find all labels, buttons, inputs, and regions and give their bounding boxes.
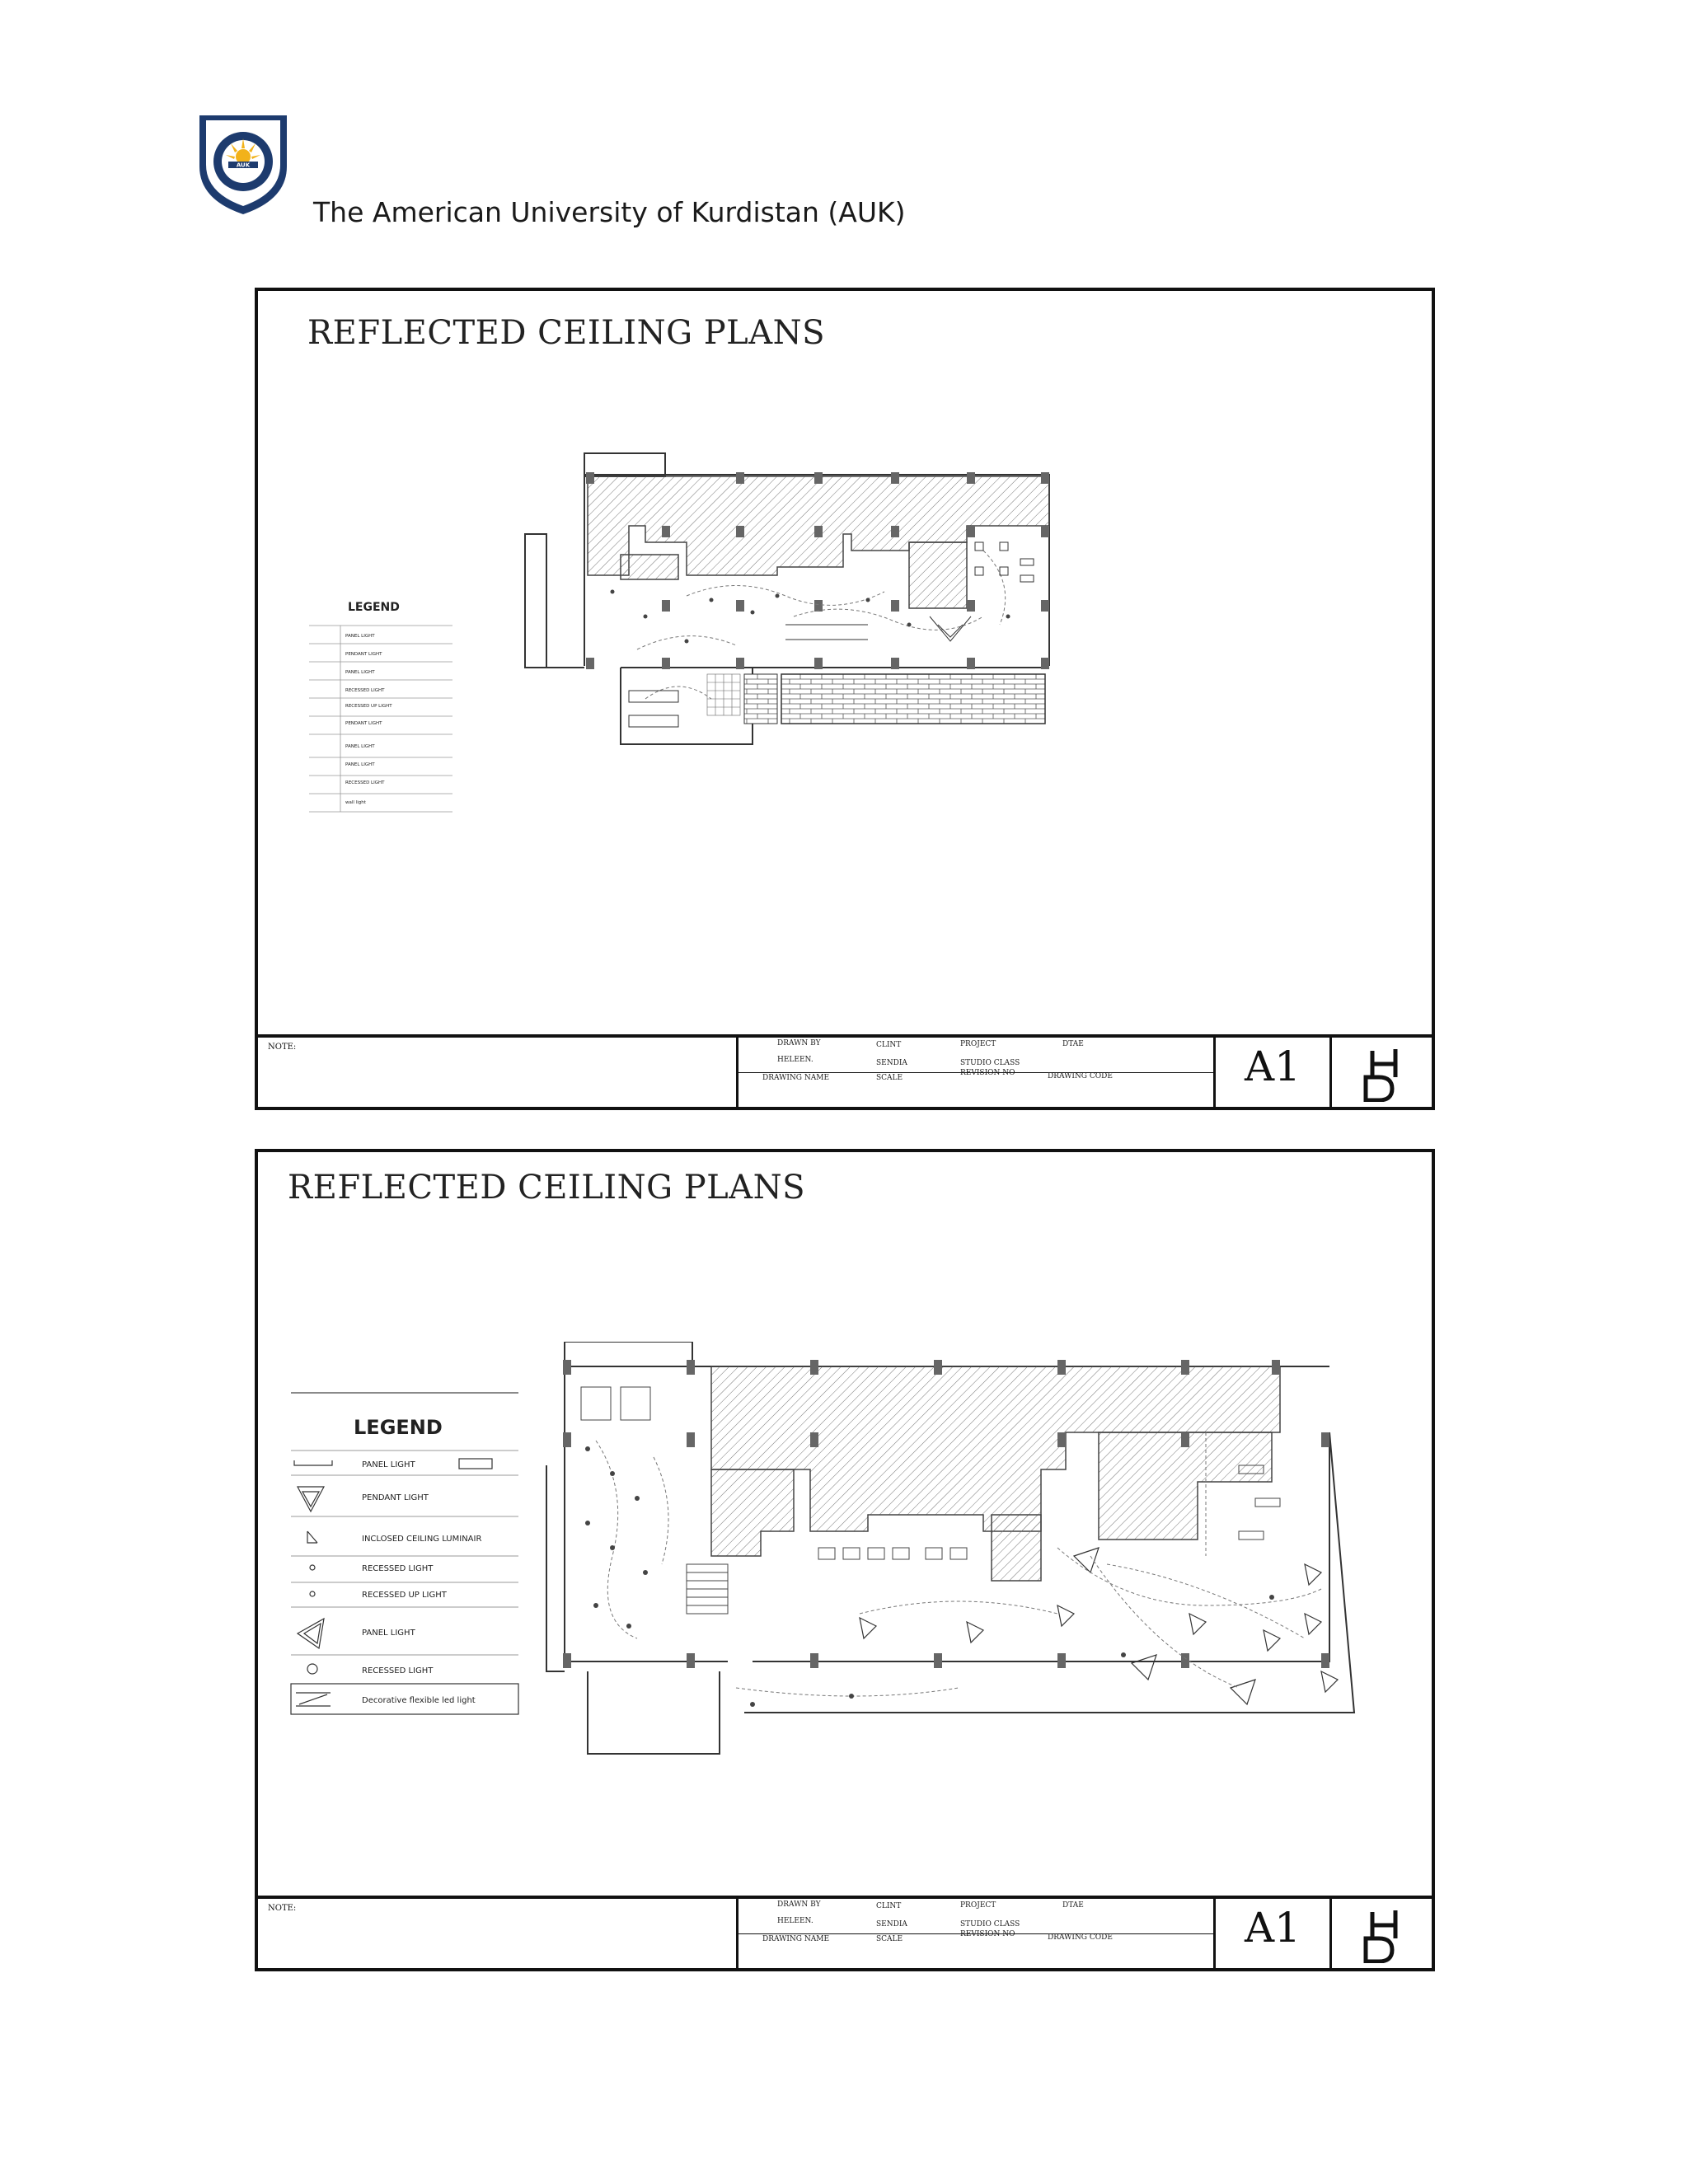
- legend-item-label: PENDANT LIGHT: [345, 652, 382, 657]
- legend-item-label: Decorative flexible led light: [362, 1696, 476, 1705]
- legend-item-label: INCLOSED CEILING LUMINAIR: [362, 1535, 482, 1544]
- project-value: STUDIO CLASS: [960, 1920, 1020, 1929]
- legend-item-label: PANEL LIGHT: [345, 762, 375, 767]
- sheet-title: REFLECTED CEILING PLANS: [288, 1169, 806, 1207]
- note-label: NOTE:: [268, 1043, 297, 1052]
- legend-item-label: RECESSED LIGHT: [362, 1666, 434, 1675]
- legend-title: LEGEND: [348, 601, 400, 614]
- drawing-code-label: DRAWING CODE: [1048, 1933, 1113, 1942]
- legend-item-label: PANEL LIGHT: [345, 670, 375, 675]
- legend-item-label: wall light: [345, 800, 366, 805]
- sheet-code: A1: [1245, 1904, 1301, 1952]
- legend-title: LEGEND: [354, 1416, 443, 1439]
- designer-monogram: [1354, 1044, 1412, 1102]
- drawing-code-label: DRAWING CODE: [1048, 1072, 1113, 1080]
- legend-item-label: RECESSED UP LIGHT: [362, 1591, 447, 1600]
- client-value: SENDIA: [876, 1920, 907, 1929]
- legend-item-label: PANEL LIGHT: [362, 1460, 415, 1469]
- legend-box: [288, 1391, 527, 1737]
- project-label: PROJECT: [960, 1040, 996, 1048]
- legend-item-label: PANEL LIGHT: [345, 744, 375, 749]
- drawn-by-label: DRAWN BY: [777, 1039, 821, 1047]
- client-label: CLINT: [876, 1902, 902, 1910]
- project-value: STUDIO CLASS: [960, 1059, 1020, 1067]
- auk-logo: [195, 109, 292, 216]
- scale-label: SCALE: [876, 1074, 903, 1082]
- date-label: DTAE: [1062, 1901, 1084, 1910]
- project-label: PROJECT: [960, 1901, 996, 1910]
- drawn-by-value: HELEEN.: [777, 1917, 814, 1925]
- date-label: DTAE: [1062, 1040, 1084, 1048]
- legend-item-label: PENDANT LIGHT: [345, 721, 382, 726]
- svg-text:AUK: AUK: [236, 162, 251, 169]
- legend-item-label: RECESSED LIGHT: [362, 1564, 434, 1573]
- drawing-name-label: DRAWING NAME: [762, 1074, 830, 1082]
- legend-box: [304, 596, 461, 843]
- drawing-name-label: DRAWING NAME: [762, 1935, 830, 1943]
- drawn-by-value: HELEEN.: [777, 1056, 814, 1064]
- legend-item-label: PENDANT LIGHT: [362, 1493, 429, 1502]
- title-block: [258, 1896, 1432, 1968]
- designer-monogram: [1354, 1905, 1412, 1963]
- title-block: [258, 1034, 1432, 1107]
- revision-label: REVISION NO: [960, 1069, 1015, 1077]
- seating-steps: [781, 674, 1045, 724]
- legend-item-label: RECESSED UP LIGHT: [345, 704, 392, 709]
- ceiling-plan-1: [522, 452, 1362, 748]
- client-label: CLINT: [876, 1041, 902, 1049]
- note-label: NOTE:: [268, 1904, 297, 1913]
- legend-item-label: PANEL LIGHT: [362, 1629, 415, 1638]
- sheet-code: A1: [1245, 1043, 1301, 1090]
- revision-label: REVISION NO: [960, 1930, 1015, 1938]
- sheet-title: REFLECTED CEILING PLANS: [307, 314, 826, 352]
- drawing-sheet-2: [255, 1149, 1435, 1971]
- ceiling-plan-2: [530, 1342, 1395, 1803]
- university-name: The American University of Kurdistan (AUK): [313, 196, 906, 228]
- drawn-by-label: DRAWN BY: [777, 1900, 821, 1909]
- legend-item-label: RECESSED LIGHT: [345, 688, 385, 693]
- client-value: SENDIA: [876, 1059, 907, 1067]
- legend-items: [345, 634, 392, 805]
- legend-item-label: PANEL LIGHT: [345, 634, 375, 639]
- scale-label: SCALE: [876, 1935, 903, 1943]
- legend-item-label: RECESSED LIGHT: [345, 780, 385, 785]
- drawing-sheet-1: [255, 288, 1435, 1110]
